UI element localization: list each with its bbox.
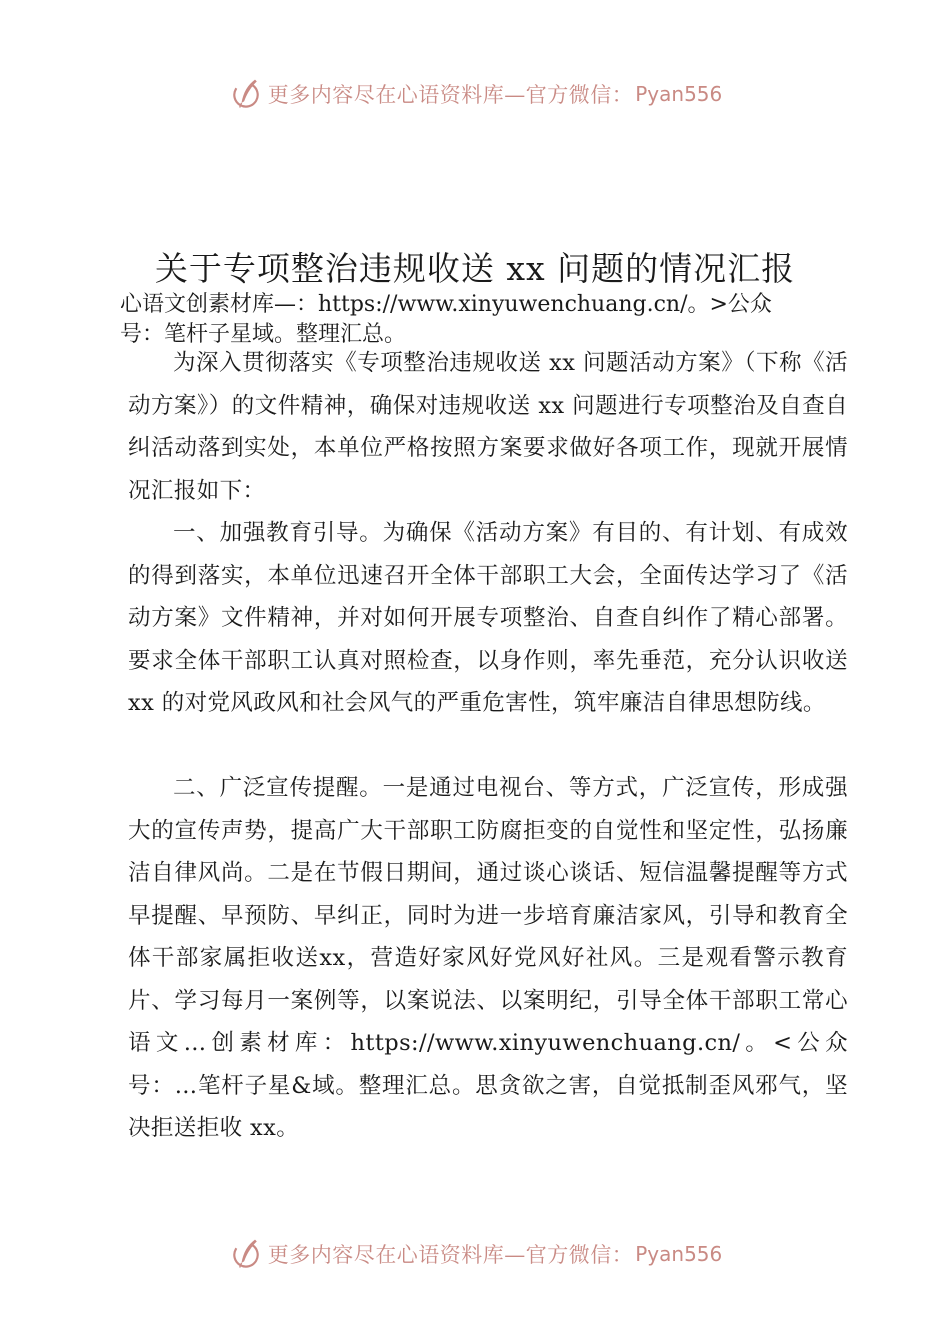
watermark-text: 更多内容尽在心语资料库—官方微信： [267, 83, 634, 107]
watermark-wechat-id: Pyan556 [635, 1242, 723, 1266]
source-line-1: 心语文创素材库—：https://www.xinyuwenchuang.cn/。>公众 [120, 292, 772, 317]
paragraph-section-2: 二、广泛宣传提醒。一是通过电视台、等方式，广泛宣传，形成强大的宣传声势，提高广大干部职工防腐拒变的自觉性和坚定性，弘扬廉洁自律风尚。二是在节假日期间，通过谈心谈话、短信温馨提醒等方式早提醒、早预防、早纠正，同时为进一步培育廉洁家风，引导和教育全体干部家属拒收送xx，营造好家风好党风好社风。三是观看警示教育片、学习每月一案例等，以案说法、以案明纪，引导全体干部职工常心语文…创素材库：https://www.xinyuwenchuang.cn/。<公众号：…笔杆子星&域。整理汇总。思贪欲之害，自觉抵制歪风邪气，坚决拒送拒收 xx。 [128, 775, 848, 1141]
watermark-wechat-id: Pyan556 [635, 82, 723, 106]
document-title: 关于专项整治违规收送 xx 问题的情况汇报 [154, 249, 796, 288]
paragraph-section-1: 一、加强教育引导。为确保《活动方案》有目的、有计划、有成效的得到落实，本单位迅速召开全体干部职工大会，全面传达学习了《活动方案》文件精神，并对如何开展专项整治、自查自纠作了精心部署。要求全体干部职工认真对照检查，以身作则，率先垂范，充分认识收送 xx 的对党风政风和社会风气的严重危害性，筑牢廉洁自律思想防线。 [128, 520, 848, 716]
paragraph-intro: 为深入贯彻落实《专项整治违规收送 xx 问题活动方案》（下称《活动方案》）的文件精神，确保对违规收送 xx 问题进行专项整治及自查自纠活动落到实处，本单位严格按照方案要求做好各项工作，现就开展情况汇报如下： [128, 350, 848, 504]
quill-logo-icon [228, 76, 264, 112]
source-line-2: 号：笔杆子星域。整理汇总。 [120, 322, 407, 347]
watermark-text: 更多内容尽在心语资料库—官方微信： [267, 1243, 634, 1267]
watermark-header [0, 74, 950, 114]
watermark-footer [0, 1234, 950, 1274]
quill-logo-icon [228, 1236, 264, 1272]
